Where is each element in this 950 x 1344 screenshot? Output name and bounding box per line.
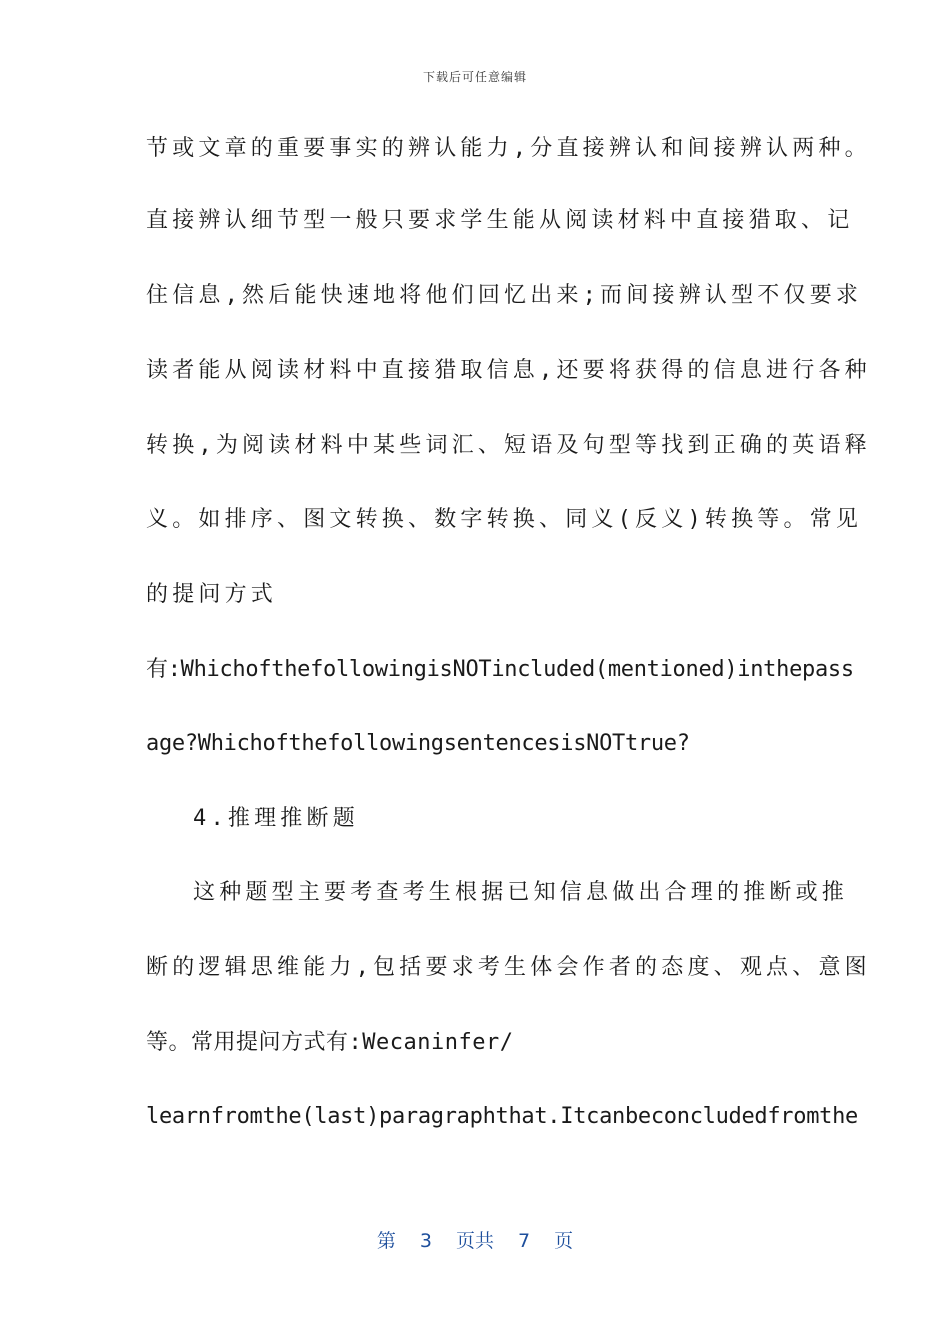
body-line: learnfromthe(last)paragraphthat.Itcanbeconcludedfromthe <box>146 1104 858 1129</box>
section-heading: 4.推理推断题 <box>193 806 359 831</box>
body-line: 直接辨认细节型一般只要求学生能从阅读材料中直接猎取、记 <box>146 208 854 233</box>
page-number: 3 <box>419 1230 432 1252</box>
page-label-mid: 页共 <box>455 1230 494 1252</box>
body-line: 这种题型主要考查考生根据已知信息做出合理的推断或推 <box>193 880 849 905</box>
total-pages: 7 <box>518 1230 531 1252</box>
body-line: 读者能从阅读材料中直接猎取信息,还要将获得的信息进行各种 <box>146 358 871 383</box>
page-label-prefix: 第 <box>376 1230 396 1252</box>
body-line: 义。如排序、图文转换、数字转换、同义(反义)转换等。常见 <box>146 507 863 532</box>
body-line: 断的逻辑思维能力,包括要求考生体会作者的态度、观点、意图 <box>146 955 871 980</box>
body-line: 的提问方式 <box>146 582 278 607</box>
body-line: 有:WhichofthefollowingisNOTincluded(mentioned)inthepass <box>146 657 854 682</box>
body-line: 节或文章的重要事实的辨认能力,分直接辨认和间接辨认两种。 <box>146 136 871 161</box>
body-line: 等。常用提问方式有:Wecaninfer/ <box>146 1030 514 1055</box>
page-label-suffix: 页 <box>554 1230 574 1252</box>
header-note: 下载后可任意编辑 <box>422 70 527 84</box>
body-line: 转换,为阅读材料中某些词汇、短语及句型等找到正确的英语释 <box>146 433 871 458</box>
body-line: age?WhichofthefollowingsentencesisNOTtrue? <box>146 731 690 756</box>
body-line: 住信息,然后能快速地将他们回忆出来;而间接辨认型不仅要求 <box>146 283 863 308</box>
page-footer <box>0 1226 950 1253</box>
